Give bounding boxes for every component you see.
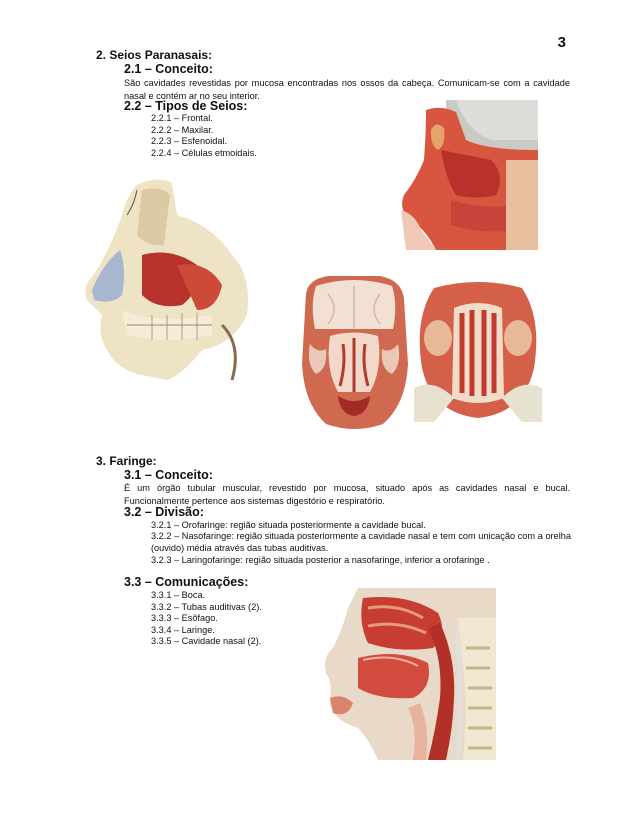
list-item: 2.2.1 – Frontal. bbox=[151, 113, 213, 123]
list-item: 3.3.4 – Laringe. bbox=[151, 624, 215, 635]
section-2-2-title: 2.2 – Tipos de Seios: bbox=[124, 99, 248, 113]
list-item: 2.2.3 – Esfenoidal. bbox=[151, 136, 228, 147]
section-3-title: 3. Faringe: bbox=[96, 454, 157, 468]
coronal-section-illustration bbox=[298, 274, 410, 434]
page-number: 3 bbox=[557, 34, 566, 51]
section-3-2-title: 3.2 – Divisão: bbox=[124, 505, 204, 519]
section-3-1-text: É um órgão tubular muscular, revestido por mucosa, situado após as cavidades nasal e bucal. Funcionalmente pertence aos sistemas digestório e respiratório. bbox=[124, 483, 570, 506]
list-item: 3.2.1 – Orofaringe: região situada posteriormente a cavidade bucal. bbox=[151, 520, 426, 530]
section-2-1-title: 2.1 – Conceito: bbox=[124, 62, 213, 76]
section-3-1-title: 3.1 – Conceito: bbox=[124, 468, 213, 482]
section-2-1-text: São cavidades revestidas por mucosa encontradas nos ossos da cabeça. Comunicam-se com a cavidade nasal e contém ar no seu interior. bbox=[124, 78, 570, 101]
skull-sinuses-illustration bbox=[82, 175, 260, 385]
list-item: 3.3.1 – Boca. bbox=[151, 590, 206, 600]
list-item: 3.3.3 – Esôfago. bbox=[151, 613, 218, 624]
superior-view-illustration bbox=[414, 278, 542, 422]
section-3-3-title: 3.3 – Comunicações: bbox=[124, 575, 249, 589]
pharynx-sagittal-illustration bbox=[318, 588, 496, 760]
list-item: 2.2.2 – Maxilar. bbox=[151, 124, 214, 135]
section-2-title: 2. Seios Paranasais: bbox=[96, 48, 213, 62]
list-item: 3.3.2 – Tubas auditivas (2). bbox=[151, 601, 262, 612]
list-item: 3.3.5 – Cavidade nasal (2). bbox=[151, 636, 262, 647]
list-item: 3.2.2 – Nasofaringe: região situada posteriormente a cavidade nasal e tem com unicação com a orelha (ouvido) média através das tubas auditivas. bbox=[151, 531, 571, 553]
nasal-cavity-sagittal-illustration bbox=[396, 100, 538, 250]
list-item: 2.2.4 – Células etmoidais. bbox=[151, 147, 257, 158]
list-item: 3.2.3 – Laringofaringe: região situada posterior a nasofaringe, inferior a orofaringe . bbox=[151, 555, 490, 565]
